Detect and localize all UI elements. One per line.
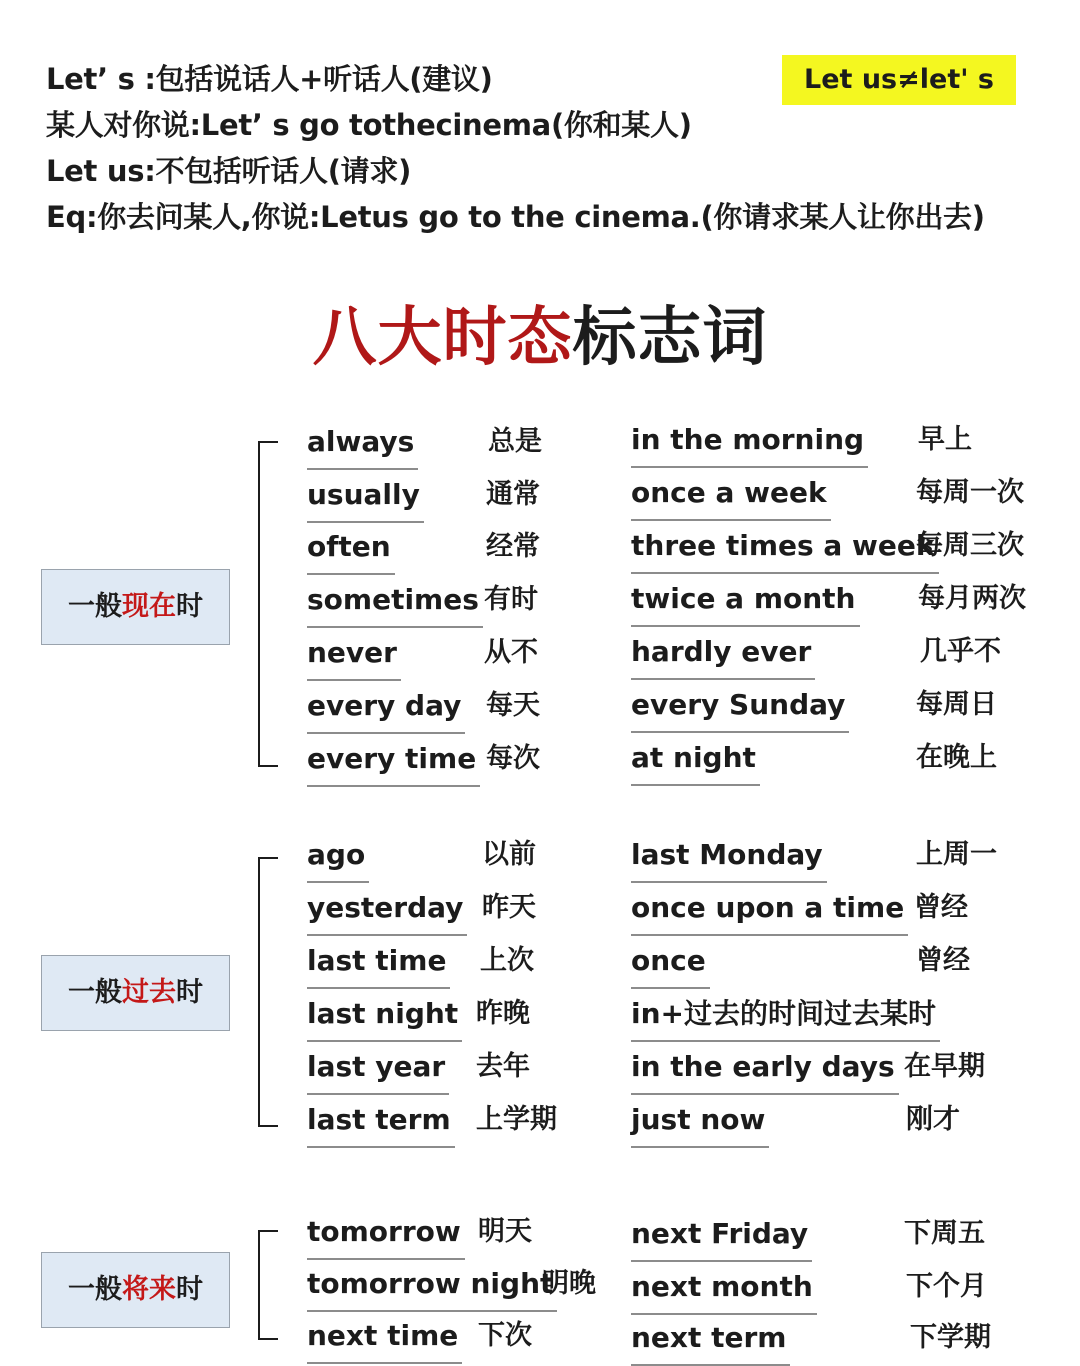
word-en: last term [307, 1098, 455, 1148]
label-suffix: 时 [176, 977, 203, 1008]
intro-line: Let us:不包括听话人(请求) [46, 154, 412, 188]
word-cn: 每天 [486, 690, 540, 721]
word-en: usually [307, 473, 424, 523]
word-cn: 在晚上 [916, 742, 997, 773]
label-tense: 现在 [122, 591, 176, 622]
word-en: last time [307, 939, 450, 989]
word-en: tomorrow night [307, 1262, 557, 1312]
word-en: every time [307, 737, 480, 787]
word-cn: 下个月 [906, 1271, 987, 1302]
word-cn: 上学期 [476, 1104, 557, 1135]
word-cn: 曾经 [914, 892, 968, 923]
word-cn: 在早期 [904, 1051, 985, 1082]
label-tense: 过去 [122, 977, 176, 1008]
word-en: ago [307, 833, 369, 883]
word-cn: 下次 [478, 1320, 532, 1351]
word-en: every Sunday [631, 683, 849, 733]
word-en: at night [631, 736, 760, 786]
word-cn: 下学期 [910, 1322, 991, 1353]
intro-line: Let’ s :包括说话人+听话人(建议) [46, 62, 493, 96]
word-en: once [631, 939, 710, 989]
label-prefix: 一般 [68, 591, 122, 622]
word-en: next Friday [631, 1212, 812, 1262]
section-label-future [41, 1252, 230, 1328]
word-cn: 每周一次 [916, 477, 1024, 508]
word-cn: 去年 [476, 1051, 530, 1082]
word-cn: 每次 [486, 743, 540, 774]
title-black: 标志词 [572, 301, 768, 375]
word-en: hardly ever [631, 630, 815, 680]
word-en: tomorrow [307, 1210, 465, 1260]
word-cn: 昨天 [482, 892, 536, 923]
word-en: in the early days [631, 1045, 899, 1095]
word-cn: 经常 [486, 531, 540, 562]
page-title [0, 296, 1080, 380]
word-cn: 以前 [482, 839, 536, 870]
label-tense: 将来 [122, 1274, 176, 1305]
word-en: once a week [631, 471, 831, 521]
word-en: in+过去的时间过去某时 [631, 992, 940, 1042]
label-prefix: 一般 [68, 977, 122, 1008]
word-cn: 昨晚 [476, 998, 530, 1029]
word-en: every day [307, 684, 465, 734]
word-en: twice a month [631, 577, 860, 627]
word-en: last year [307, 1045, 449, 1095]
word-en: always [307, 420, 418, 470]
word-en: in the morning [631, 418, 868, 468]
section-label-past [41, 955, 230, 1031]
word-cn: 明晚 [542, 1268, 596, 1299]
word-cn: 刚才 [906, 1104, 960, 1135]
word-cn: 每周日 [916, 689, 997, 720]
title-red: 八大时态 [312, 301, 573, 375]
intro-line: 某人对你说:Let’ s go tothecinema(你和某人) [46, 108, 692, 142]
word-cn: 曾经 [916, 945, 970, 976]
word-cn: 上次 [480, 945, 534, 976]
bracket [258, 441, 278, 767]
word-en: once upon a time [631, 886, 908, 936]
word-cn: 通常 [486, 479, 540, 510]
word-cn: 每周三次 [916, 530, 1024, 561]
word-en: sometimes [307, 578, 483, 628]
word-cn: 从不 [484, 637, 538, 668]
bracket [258, 857, 278, 1127]
word-en: next term [631, 1316, 790, 1366]
label-suffix: 时 [176, 1274, 203, 1305]
label-suffix: 时 [176, 591, 203, 622]
highlight-note: Let us≠let' s [782, 55, 1016, 105]
word-cn: 有时 [484, 584, 538, 615]
word-en: last Monday [631, 833, 827, 883]
word-en: never [307, 631, 401, 681]
word-cn: 早上 [918, 424, 972, 455]
word-en: next month [631, 1265, 817, 1315]
intro-line: Eq:你去问某人,你说:Letus go to the cinema.(你请求某人让你出去) [46, 200, 985, 234]
word-en: three times a week [631, 524, 939, 574]
word-en: next time [307, 1314, 462, 1364]
word-cn: 总是 [488, 426, 542, 457]
section-label-present [41, 569, 230, 645]
word-en: yesterday [307, 886, 467, 936]
word-cn: 上周一 [916, 839, 997, 870]
word-en: last night [307, 992, 462, 1042]
word-en: just now [631, 1098, 769, 1148]
word-cn: 下周五 [904, 1218, 985, 1249]
word-en: often [307, 525, 395, 575]
bracket [258, 1230, 278, 1340]
label-prefix: 一般 [68, 1274, 122, 1305]
word-cn: 几乎不 [920, 636, 1001, 667]
word-cn: 明天 [478, 1216, 532, 1247]
word-cn: 每月两次 [918, 583, 1026, 614]
